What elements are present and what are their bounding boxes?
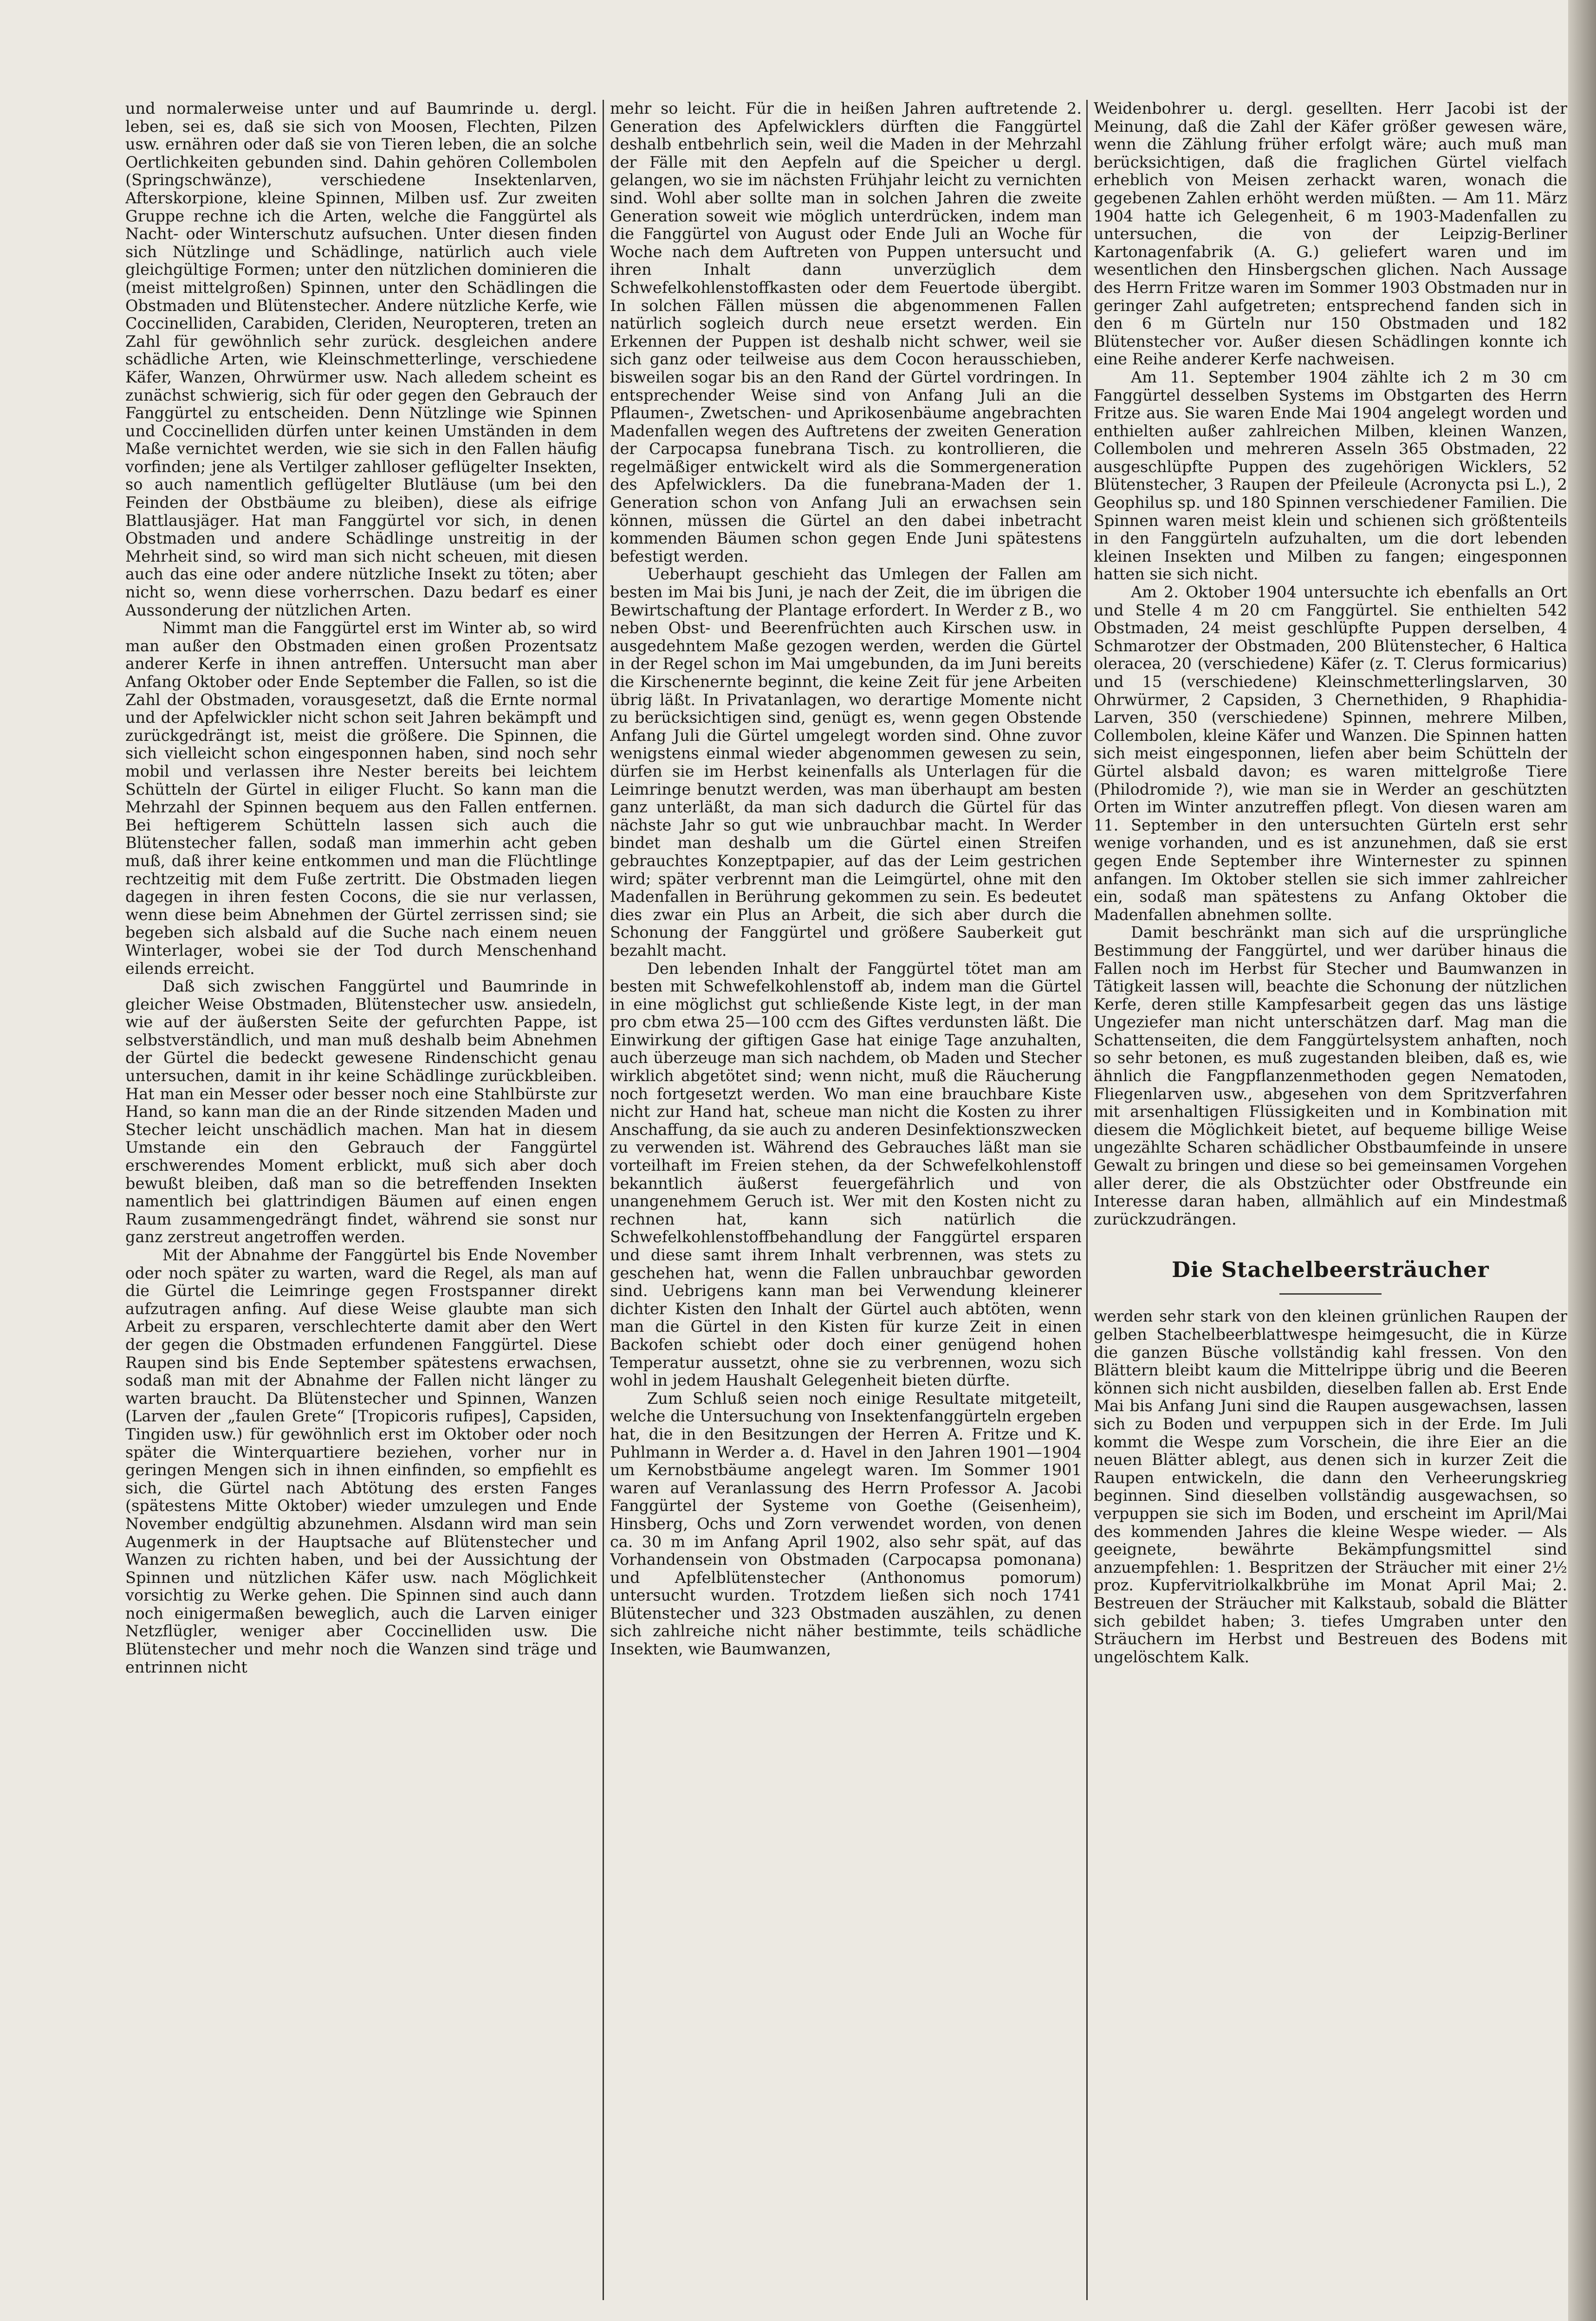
section-heading: Die Stachelbeersträucher [1172, 1257, 1489, 1283]
paragraph: Den lebenden Inhalt der Fanggürtel tötet man am besten mit Schwefelkohlenstoff ab, indem man die Gürtel in eine möglichst gut schließende Kiste legt, in der man pro cbm etwa 25—100 ccm des Giftes verdunsten läßt. Die Einwirkung der giftigen Gase hat einige Tage anzuhalten, auch überzeuge man sich nachdem, ob Maden und Stecher wirklich abgetötet sind; wenn nicht, muß die Räucherung noch fortgesetzt werden. Wo man eine brauchbare Kiste nicht zur Hand hat, scheue man nicht die Kosten zu ihrer Anschaffung, da sie auch zu anderen Desinfektionszwecken zu verwenden ist. Während des Gebrauches läßt man sie vorteilhaft im Freien stehen, da der Schwefelkohlenstoff bekanntlich äußerst feuergefährlich und von unangenehmem Geruch ist. Wer mit den Kosten nicht zu rechnen hat, kann sich natürlich die Schwefelkohlenstoffbehandlung der Fanggürtel ersparen und diese samt ihrem Inhalt verbrennen, was stets zu geschehen hat, wenn die Fallen unbrauchbar geworden sind. Uebrigens kann man bei Verwendung kleinerer dichter Kisten den Inhalt der Gürtel auch abtöten, wenn man die Gürtel in den Kisten für kurze Zeit in einen Backofen schiebt oder doch einer genügend hohen Temperatur aussetzt, ohne sie zu verbrennen, wozu sich wohl in jedem Haushalt Gelegenheit bieten dürfte. [610, 959, 1082, 1390]
paragraph: mehr so leicht. Für die in heißen Jahren auftretende 2. Generation des Apfelwicklers dürften die Fanggürtel deshalb entbehrlich sein, weil die Maden in der Mehrzahl der Fälle mit den Aepfeln auf die Speicher u dergl. gelangen, wo sie im nächsten Frühjahr leicht zu vernichten sind. Wohl aber sollte man in solchen Jahren die zweite Generation soweit wie möglich unterdrücken, indem man die Fanggürtel von August oder Ende Juli an Woche für Woche nach dem Auftreten von Puppen untersucht und ihren Inhalt dann unverzüglich dem Schwefelkohlenstoffkasten oder dem Feuertode übergibt. In solchen Fällen müssen die abgenommenen Fallen natürlich sogleich durch neue ersetzt werden. Ein Erkennen der Puppen ist deshalb nicht schwer, weil sie sich ganz oder teilweise aus dem Cocon herausschieben, bisweilen sogar bis an den Rand der Gürtel vordringen. In entsprechender Weise sind von Anfang Juli an die Pflaumen-, Zwetschen- und Aprikosenbäume angebrachten Madenfallen wegen des Auftretens der zweiten Generation der Carpocapsa funebrana Tisch. zu kontrollieren, die regelmäßiger entwickelt wird als die Sommergeneration des Apfelwicklers. Da die funebrana-Maden der 1. Generation schon von Anfang Juli an erwachsen sein können, müssen die Gürtel an den dabei inbetracht kommenden Bäumen schon gegen Ende Juni spätestens befestigt werden. [610, 100, 1082, 565]
text-column-1 [125, 100, 597, 2309]
paragraph: Damit beschränkt man sich auf die ursprüngliche Bestimmung der Fanggürtel, und wer darüber hinaus die Fallen noch im Herbst für Stecher und Baumwanzen in Tätigkeit lassen will, beachte die Schonung der nützlichen Kerfe, deren stille Kampfesarbeit gegen das uns lästige Ungeziefer man nicht unterschätzen darf. Mag man die Schattenseiten, die dem Fanggürtelsystem anhaften, noch so sehr betonen, es muß zugestanden bleiben, daß es, wie ähnlich die Fangpflanzenmethoden gegen Nematoden, Fliegenlarven usw., abgesehen von dem Spritzverfahren mit arsenhaltigen Flüssigkeiten und in Kombination mit diesem die Möglichkeit bietet, auf bequeme billige Weise ungezählte Scharen schädlicher Obstbaumfeinde in unsere Gewalt zu bringen und diese so bei gemeinsamen Vorgehen aller derer, die als Obstzüchter oder Obstfreunde ein Interesse daran haben, allmählich auf ein Mindestmaß zurückzudrängen. [1094, 923, 1567, 1228]
paragraph: Am 2. Oktober 1904 untersuchte ich ebenfalls an Ort und Stelle 4 m 20 cm Fanggürtel. Sie enthielten 542 Obstmaden, 24 meist geschlüpfte Puppen derselben, 4 Schmarotzer der Obstmaden, 200 Blütenstecher, 6 Haltica oleracea, 20 (verschiedene) Käfer (z. T. Clerus formicarius) und 15 (verschiedene) Kleinschmetterlingslarven, 30 Ohrwürmer, 2 Capsiden, 3 Chernethiden, 9 Rhaphidia-Larven, 350 (verschiedene) Spinnen, mehrere Milben, Collembolen, kleine Käfer und Wanzen. Die Spinnen hatten sich meist eingesponnen, liefen aber beim Schütteln der Gürtel alsbald davon; es waren mittelgroße Tiere (Philodromide ?), wie man sie in Werder an geschützten Orten im Winter anzutreffen pflegt. Von diesen waren am 11. September in den untersuchten Gürteln erst sehr wenige vorhanden, und es ist anzunehmen, daß sie erst gegen Ende September ihre Winternester zu spinnen anfangen. Im Oktober stellen sie sich immer zahlreicher ein, sodaß man spätestens zu Anfang Oktober die Madenfallen abnehmen sollte. [1094, 583, 1567, 924]
paragraph: Nimmt man die Fanggürtel erst im Winter ab, so wird man außer den Obstmaden einen großen Prozentsatz anderer Kerfe in ihnen antreffen. Untersucht man aber Anfang Oktober oder Ende September die Fallen, so ist die Zahl der Obstmaden, vorausgesetzt, daß die Ernte normal und der Apfelwickler nicht schon seit Jahren bekämpft und zurückgedrängt ist, meist die größere. Die Spinnen, die sich vielleicht schon eingesponnen haben, sind noch sehr mobil und verlassen ihre Nester bereits bei leichtem Schütteln der Gürtel in eiliger Flucht. So kann man die Mehrzahl der Spinnen bequem aus den Fallen entfernen. Bei heftigerem Schütteln lassen sich auch die Blütenstecher fallen, sodaß man immerhin acht geben muß, daß ihrer keine entkommen und man die Flüchtlinge rechtzeitig mit dem Fuße zertritt. Die Obstmaden liegen dagegen in ihren festen Cocons, die sie nur verlassen, wenn diese beim Abnehmen der Gürtel zerrissen sind; sie begeben sich alsbald auf die Suche nach einem neuen Winterlager, wobei sie der Tod durch Menschenhand eilends erreicht. [125, 619, 597, 978]
page-edge-shadow [1568, 0, 1596, 2321]
column-divider [603, 100, 604, 2300]
heading-underline [1279, 1293, 1382, 1295]
text-column-2 [610, 100, 1082, 2309]
paragraph: Daß sich zwischen Fanggürtel und Baumrinde in gleicher Weise Obstmaden, Blütenstecher usw. ansiedeln, wie auf der äußersten Seite der gefurchten Pappe, ist selbstverständlich, und man muß deshalb beim Abnehmen der Gürtel die bedeckt gewesene Rindenschicht genau untersuchen, damit in ihr keine Schädlinge zurückbleiben. Hat man ein Messer oder besser noch eine Stahlbürste zur Hand, so kann man die an der Rinde sitzenden Maden und Stecher leicht unschädlich machen. Man hat in diesem Umstande ein den Gebrauch der Fanggürtel erschwerendes Moment erblickt, muß sich aber doch bewußt bleiben, daß man so die betreffenden Insekten namentlich bei glattrindigen Bäumen auf einen engen Raum zusammengedrängt findet, während sie sonst nur ganz zerstreut angetroffen werden. [125, 977, 597, 1246]
paragraph: und normalerweise unter und auf Baumrinde u. dergl. leben, sei es, daß sie sich von Moosen, Flechten, Pilzen usw. ernähren oder daß sie von Tieren leben, die an solche Oertlichkeiten gebunden sind. Dahin gehören Collembolen (Springschwänze), verschiedene Insektenlarven, Afterskorpione, kleine Spinnen, Milben usf. Zur zweiten Gruppe rechne ich die Arten, welche die Fanggürtel als Nacht- oder Winterschutz aufsuchen. Unter diesen finden sich Nützlinge und Schädlinge, natürlich auch viele gleichgültige Formen; unter den nützlichen dominieren die (meist mittelgroßen) Spinnen, unter den Schädlingen die Obstmaden und Blütenstecher. Andere nützliche Kerfe, wie Coccinelliden, Carabiden, Cleriden, Neuropteren, treten an Zahl für gewöhnlich sehr zurück. desgleichen andere schädliche Arten, wie Kleinschmetterlinge, verschiedene Käfer, Wanzen, Ohrwürmer usw. Nach alledem scheint es zunächst schwierig, sich für oder gegen den Gebrauch der Fanggürtel zu entscheiden. Denn Nützlinge wie Spinnen und Coccinelliden dürfen unter keinen Umständen in dem Maße vernichtet werden, wie sie sich in den Fallen häufig vorfinden; jene als Vertilger zahlloser geflügelter Insekten, so auch namentlich geflügelter Blutläuse (um bei den Feinden der Obstbäume zu bleiben), diese als eifrige Blattlausjäger. Hat man Fanggürtel vor sich, in denen Obstmaden und andere Schädlinge unstreitig in der Mehrheit sind, so wird man sich nicht scheuen, mit diesen auch das eine oder andere nützliche Insekt zu töten; aber nicht so, wenn diese vorherrschen. Dazu bedarf es einer Aussonderung der nützlichen Arten. [125, 100, 597, 619]
paragraph: Zum Schluß seien noch einige Resultate mitgeteilt, welche die Untersuchung von Insektenfanggürteln ergeben hat, die in den Besitzungen der Herren A. Fritze und K. Puhlmann in Werder a. d. Havel in den Jahren 1901—1904 um Kernobstbäume angelegt waren. Im Sommer 1901 waren auf Veranlassung des Herrn Professor A. Jacobi Fanggürtel der Systeme von Goethe (Geisenheim), Hinsberg, Ochs und Zorn verwendet worden, von denen ca. 30 m im Anfang April 1902, also sehr spät, auf das Vorhandensein von Obstmaden (Carpocapsa pomonana) und Apfelblütenstecher (Anthonomus pomorum) untersucht wurden. Trotzdem ließen sich noch 1741 Blütenstecher und 323 Obstmaden auszählen, zu denen sich zahlreiche nicht näher bestimmte, teils schädliche Insekten, wie Baumwanzen, [610, 1389, 1082, 1659]
paragraph: werden sehr stark von den kleinen grünlichen Raupen der gelben Stachelbeerblattwespe heimgesucht, die in Kürze die ganzen Büsche vollständig kahl fressen. Von den Blättern bleibt kaum die Mittelrippe übrig und die Beeren können sich nicht ausbilden, dieselben fallen ab. Erst Ende Mai bis Anfang Juni sind die Raupen ausgewachsen, lassen sich zu Boden und verpuppen sich in der Erde. Im Juli kommt die Wespe zum Vorschein, die ihre Eier an die neuen Blätter ablegt, aus denen sich in kurzer Zeit die Raupen entwickeln, die dann den Verheerungskrieg beginnen. Sind dieselben vollständig ausgewachsen, so verpuppen sie sich im Boden, und erscheint im April/Mai des kommenden Jahres die kleine Wespe wieder. — Als geeignete, bewährte Bekämpfungsmittel sind anzuempfehlen: 1. Bespritzen der Sträucher mit einer 2½ proz. Kupfervitriolkalkbrühe im Monat April Mai; 2. Bestreuen der Sträucher mit Kalkstaub, sobald die Blätter sich gebildet haben; 3. tiefes Umgraben unter den Sträuchern im Herbst und Bestreuen des Bodens mit ungelöschtem Kalk. [1094, 1307, 1567, 1666]
paragraph: Ueberhaupt geschieht das Umlegen der Fallen am besten im Mai bis Juni, je nach der Zeit, die im übrigen die Bewirtschaftung der Plantage erfordert. In Werder z B., wo neben Obst- und Beerenfrüchten auch Kirschen usw. in ausgedehntem Maße gezogen werden, werden die Gürtel in der Regel schon im Mai umgebunden, da im Juni bereits die Kirschenernte beginnt, die keine Zeit für jene Arbeiten übrig läßt. In Privatanlagen, wo derartige Momente nicht zu berücksichtigen sind, genügt es, wenn gegen Obstende Anfang Juli die Gürtel umgelegt worden sind. Ohne zuvor wenigstens einmal wieder abgenommen gewesen zu sein, dürfen sie im Herbst keinenfalls als Unterlagen für die Leimringe benutzt werden, was man überhaupt am besten ganz unterläßt, da man sich dadurch die Gürtel für das nächste Jahr so gut wie unbrauchbar macht. In Werder bindet man deshalb um die Gürtel einen Streifen gebrauchtes Konzeptpapier, auf das der Leim gestrichen wird; später verbrennt man die Leimgürtel, ohne mit den Madenfallen in Berührung gekommen zu sein. Es bedeutet dies zwar ein Plus an Arbeit, die sich aber durch die Schonung der Fanggürtel und größere Sauberkeit gut bezahlt macht. [610, 565, 1082, 960]
paragraph: Am 11. September 1904 zählte ich 2 m 30 cm Fanggürtel desselben Systems im Obstgarten des Herrn Fritze aus. Sie waren Ende Mai 1904 angelegt worden und enthielten außer zahlreichen Milben, kleinen Wanzen, Collembolen und mehreren Asseln 365 Obstmaden, 22 ausgeschlüpfte Puppen des zugehörigen Wicklers, 52 Blütenstecher, 3 Raupen der Pfeileule (Acronycta psi L.), 2 Geophilus sp. und 180 Spinnen verschiedener Familien. Die Spinnen waren meist klein und schienen sich größtenteils in den Fanggürteln aufzuhalten, um die dort lebenden kleinen Insekten und Milben zu fangen; eingesponnen hatten sie sich nicht. [1094, 368, 1567, 583]
text-column-3 [1094, 100, 1567, 2309]
paragraph: Mit der Abnahme der Fanggürtel bis Ende November oder noch später zu warten, ward die Regel, als man auf die Gürtel die Leimringe gegen Frostspanner direkt aufzutragen anfing. Auf diese Weise glaubte man sich Arbeit zu ersparen, verschlechterte damit aber den Wert der gegen die Obstmaden erfundenen Fanggürtel. Diese Raupen sind bis Ende September spätestens erwachsen, sodaß man mit der Abnahme der Fallen nicht länger zu warten braucht. Da Blütenstecher und Spinnen, Wanzen (Larven der „faulen Grete“ [Tropicoris rufipes], Capsiden, Tingiden usw.) für gewöhnlich erst im Oktober oder noch später die Winterquartiere beziehen, vorher nur in geringen Mengen sich in ihnen einfinden, so empfiehlt es sich, die Gürtel nach Abtötung des ersten Fanges (spätestens Mitte Oktober) wieder umzulegen und Ende November endgültig abzunehmen. Alsdann wird man sein Augenmerk in der Hauptsache auf Blütenstecher und Wanzen zu richten haben, und bei der Aussichtung der Spinnen und nützlichen Käfer usw. nach Möglichkeit vorsichtig zu Werke gehen. Die Spinnen sind auch dann noch einigermaßen beweglich, auch die Larven einiger Netzflügler, weniger aber Coccinelliden usw. Die Blütenstecher und mehr noch die Wanzen sind träge und entrinnen nicht [125, 1246, 597, 1676]
paragraph: Weidenbohrer u. dergl. gesellten. Herr Jacobi ist der Meinung, daß die Zahl der Käfer größer gewesen wäre, wenn die Zählung früher erfolgt wäre; auch muß man berücksichtigen, daß die fraglichen Gürtel vielfach erheblich von Meisen zerhackt waren, wonach die gegebenen Zahlen erhöht werden müßten. — Am 11. März 1904 hatte ich Gelegenheit, 6 m 1903-Madenfallen zu untersuchen, die von der Leipzig-Berliner Kartonagenfabrik (A. G.) geliefert waren und im wesentlichen den Hinsbergschen glichen. Nach Aussage des Herrn Fritze waren im Sommer 1903 Obstmaden nur in geringer Zahl aufgetreten; entsprechend fanden sich in den 6 m Gürteln nur 150 Obstmaden und 182 Blütenstecher vor. Außer diesen Schädlingen konnte ich eine Reihe anderer Kerfe nachweisen. [1094, 100, 1567, 369]
column-divider [1086, 100, 1088, 2300]
